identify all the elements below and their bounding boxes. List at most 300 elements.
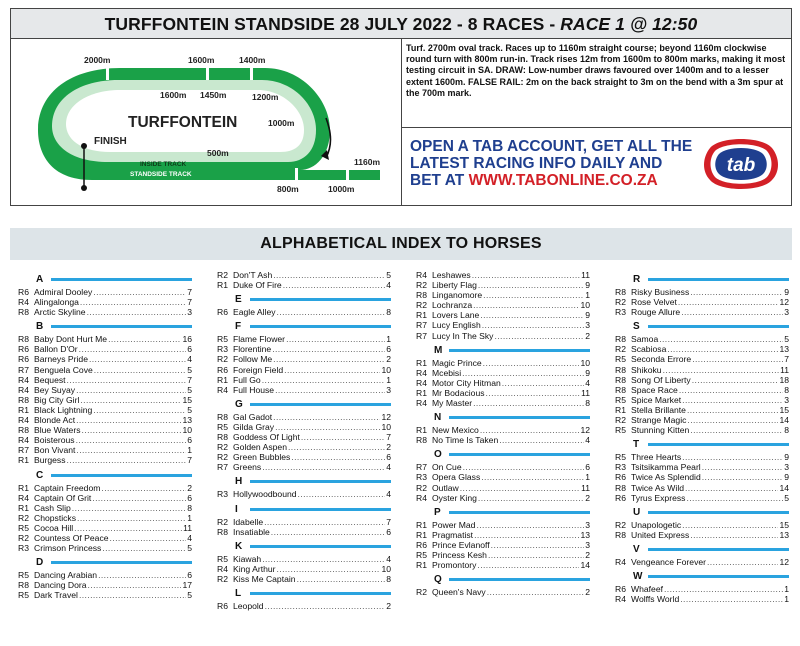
horse-name: Shikoku [631, 364, 662, 375]
letter-header [217, 398, 391, 412]
letter-header [217, 293, 391, 307]
horse-number: 3 [585, 539, 590, 550]
horse-entry [615, 493, 789, 503]
horse-entry [416, 425, 590, 435]
horse-number: 13 [779, 344, 789, 355]
horse-entry [217, 489, 391, 499]
dot-leader [102, 543, 186, 553]
race-number: R4 [416, 270, 427, 280]
race-number: R7 [217, 462, 228, 473]
horse-name: Spice Market [631, 394, 682, 405]
letter-label: P [434, 506, 441, 518]
label-1450m: 1450m [200, 90, 227, 100]
horse-entry [18, 570, 192, 580]
dot-leader [681, 307, 783, 317]
dot-leader [477, 560, 579, 570]
index-column-4 [615, 270, 789, 604]
horse-number: 3 [784, 462, 789, 473]
horse-number: 8 [585, 398, 590, 409]
letter-header [615, 438, 789, 452]
horse-entry [615, 557, 789, 567]
horse-number: 1 [784, 583, 789, 594]
dot-leader [483, 290, 584, 300]
horse-entry [416, 520, 590, 530]
letter-label: D [36, 557, 44, 569]
horse-entry [18, 297, 192, 307]
dot-leader [67, 455, 187, 465]
dot-leader [262, 554, 385, 564]
horse-number: 7 [386, 432, 391, 443]
label-500m: 500m [207, 148, 229, 158]
horse-number: 7 [187, 297, 192, 308]
horse-name: My Master [432, 398, 473, 409]
horse-number: 5 [187, 543, 192, 554]
letter-divider-bar [250, 480, 391, 483]
letter-divider-bar [250, 298, 391, 301]
race-number: R8 [18, 580, 29, 591]
letter-divider-bar [51, 474, 192, 477]
race-number: R2 [217, 442, 228, 453]
horse-name: Blue Waters [34, 425, 81, 436]
horse-name: Opera Glass [432, 472, 481, 483]
race-number: R8 [217, 526, 228, 537]
marker-1400m-top [250, 66, 253, 80]
letter-label: E [235, 294, 242, 306]
dot-leader [262, 462, 385, 472]
race-number: R7 [416, 462, 427, 473]
horse-number: 17 [182, 580, 192, 591]
horse-name: Golden Aspen [233, 442, 287, 453]
horse-entry [615, 344, 789, 354]
finish-post-bottom [81, 185, 87, 191]
horse-number: 8 [784, 384, 789, 395]
horse-entry [217, 307, 391, 317]
letter-header [217, 475, 391, 489]
horse-number: 1 [784, 594, 789, 605]
horse-entry [217, 270, 391, 280]
dot-leader [476, 520, 584, 530]
horse-entry [416, 550, 590, 560]
letter-divider-bar [51, 561, 192, 564]
letter-divider-bar [648, 548, 789, 551]
horse-number: 4 [386, 280, 391, 291]
race-number: R5 [615, 354, 626, 365]
horse-entry [615, 584, 789, 594]
race-number: R6 [217, 600, 228, 611]
horse-number: 3 [784, 307, 789, 318]
horse-name: Wolffs World [631, 594, 680, 605]
dot-leader [297, 574, 386, 584]
horse-number: 3 [585, 519, 590, 530]
race-number: R8 [615, 364, 626, 375]
race-number: R4 [18, 492, 29, 503]
horse-name: Leopold [233, 600, 264, 611]
horse-number: 3 [784, 394, 789, 405]
horse-name: Boisterous [34, 435, 75, 446]
horse-name: Bon Vivant [34, 445, 76, 456]
dot-leader [462, 368, 584, 378]
horse-entry [18, 580, 192, 590]
label-2000m: 2000m [84, 55, 111, 65]
horse-number: 4 [585, 377, 590, 388]
horse-number: 9 [585, 280, 590, 291]
dot-leader [80, 297, 186, 307]
horse-name: Lochranza [432, 300, 473, 311]
horse-name: No Time Is Taken [432, 435, 499, 446]
horse-number: 6 [386, 526, 391, 537]
horse-number: 9 [784, 287, 789, 297]
horse-entry [615, 530, 789, 540]
horse-name: Vengeance Forever [631, 556, 707, 567]
letter-header [217, 540, 391, 554]
promo-url[interactable]: WWW.TABONLINE.CO.ZA [468, 172, 658, 189]
dot-leader [692, 354, 783, 364]
race-number: R1 [18, 502, 29, 513]
horse-entry [217, 365, 391, 375]
race-number: R3 [615, 307, 626, 318]
race-number: R8 [615, 287, 626, 297]
horse-entry [416, 540, 590, 550]
horse-entry [18, 590, 192, 600]
race-number: R2 [416, 587, 427, 598]
race-number: R8 [18, 334, 29, 345]
horse-number: 10 [381, 421, 391, 432]
race-number: R6 [18, 344, 29, 355]
horse-name: Bey Suyay [34, 384, 76, 395]
race-number: R2 [615, 344, 626, 355]
horse-number: 11 [780, 364, 789, 375]
horse-entry [615, 425, 789, 435]
race-title [11, 9, 791, 39]
marker-1600m-top [206, 66, 209, 80]
race-number: R8 [416, 290, 427, 301]
race-number: R6 [18, 287, 29, 297]
horse-number: 6 [187, 344, 192, 355]
horse-entry [416, 530, 590, 540]
letter-divider-bar [449, 416, 590, 419]
horse-entry [18, 287, 192, 297]
tab-promo [410, 138, 700, 189]
horse-number: 13 [779, 529, 789, 540]
horse-name: Princess Kesh [432, 549, 487, 560]
label-1600m-inner: 1600m [160, 90, 187, 100]
dot-leader [67, 375, 187, 385]
horse-entry [217, 517, 391, 527]
horse-entry [18, 445, 192, 455]
horse-number: 7 [386, 516, 391, 527]
dot-leader [692, 375, 779, 385]
horse-number: 14 [580, 560, 590, 571]
horse-entry [615, 385, 789, 395]
horse-number: 7 [187, 455, 192, 466]
dot-leader [87, 307, 187, 317]
horse-name: Greens [233, 462, 262, 473]
horse-entry [615, 472, 789, 482]
horse-number: 6 [187, 492, 192, 503]
dot-leader [298, 489, 386, 499]
promo-line-3 [410, 172, 700, 189]
letter-header [416, 506, 590, 520]
horse-number: 2 [585, 587, 590, 598]
race-number: R2 [217, 270, 228, 280]
horse-entry [416, 331, 590, 341]
race-number: R7 [416, 320, 427, 331]
dot-leader [486, 388, 581, 398]
horse-entry [217, 574, 391, 584]
horse-entry [18, 354, 192, 364]
letter-header [615, 273, 789, 287]
dot-leader [110, 533, 187, 543]
marker-1000m-bottom [346, 168, 349, 181]
race-number: R8 [18, 394, 29, 405]
race-number: R6 [217, 364, 228, 375]
horse-name: Space Race [631, 384, 678, 395]
race-number: R3 [217, 489, 228, 500]
dot-leader [262, 375, 386, 385]
race-number: R7 [18, 364, 29, 375]
letter-header [416, 448, 590, 462]
horse-number: 4 [585, 435, 590, 446]
horse-name: Liberty Flag [432, 280, 477, 291]
race-number: R5 [416, 549, 427, 560]
race-number: R3 [18, 543, 29, 554]
horse-name: Dancing Arabian [34, 570, 98, 581]
horse-name: Baby Dont Hurt Me [34, 334, 108, 345]
dot-leader [460, 483, 580, 493]
horse-entry [18, 543, 192, 553]
horse-name: Captain Freedom [34, 482, 101, 493]
race-number: R7 [18, 445, 29, 456]
dot-leader [79, 344, 187, 354]
horse-number: 5 [187, 364, 192, 375]
dot-leader [664, 584, 783, 594]
horse-entry [18, 513, 192, 523]
horse-entry [18, 344, 192, 354]
race-number: R8 [416, 435, 427, 446]
letter-header [615, 543, 789, 557]
race-number: R7 [416, 330, 427, 341]
horse-name: Tyrus Express [631, 492, 686, 503]
race-number: R8 [615, 529, 626, 540]
horse-name: Foreign Field [233, 364, 284, 375]
track-name: TURFFONTEIN [128, 114, 238, 131]
horse-entry [615, 354, 789, 364]
horse-number: 15 [182, 394, 192, 405]
race-number: R5 [18, 570, 29, 581]
horse-number: 8 [386, 573, 391, 584]
letter-header [217, 587, 391, 601]
horse-number: 6 [585, 462, 590, 473]
horse-entry [416, 378, 590, 388]
race-number: R6 [615, 583, 626, 594]
horse-entry [217, 554, 391, 564]
letter-divider-bar [449, 453, 590, 456]
horse-number: 18 [779, 374, 789, 385]
horse-name: Song Of Liberty [631, 374, 691, 385]
promo-line-3-pre: BET AT [410, 172, 469, 189]
horse-entry [18, 307, 192, 317]
horse-name: Don'T Ash [233, 270, 273, 280]
horse-entry [217, 422, 391, 432]
horse-name: On Cue [432, 462, 462, 473]
horse-entry [615, 462, 789, 472]
index-column-1 [18, 270, 192, 600]
horse-number: 10 [381, 563, 391, 574]
horse-entry [18, 435, 192, 445]
horse-number: 8 [386, 307, 391, 318]
dot-leader [685, 483, 778, 493]
index-title: ALPHABETICAL INDEX TO HORSES [10, 228, 792, 260]
inside-track-label: INSIDE TRACK [140, 161, 187, 168]
label-1200m: 1200m [252, 92, 279, 102]
horse-entry [615, 520, 789, 530]
horse-name: Ballon D'Or [34, 344, 78, 355]
horse-name: Twice As Splendid [631, 472, 701, 483]
letter-header [615, 320, 789, 334]
horse-name: Kiss Me Captain [233, 573, 296, 584]
dot-leader [499, 435, 584, 445]
letter-divider-bar [449, 349, 590, 352]
race-number: R8 [615, 334, 626, 345]
horse-entry [416, 388, 590, 398]
race-title-main: TURFFONTEIN STANDSIDE 28 JULY 2022 - 8 RACES - [104, 14, 561, 34]
horse-entry [615, 415, 789, 425]
horse-number: 8 [187, 502, 192, 513]
horse-name: Florentine [233, 344, 272, 355]
horse-number: 12 [381, 411, 391, 422]
horse-number: 6 [187, 435, 192, 446]
race-number: R4 [416, 492, 427, 503]
horse-number: 1 [187, 512, 192, 523]
race-number: R2 [217, 354, 228, 365]
horse-number: 5 [784, 334, 789, 345]
race-number: R2 [217, 452, 228, 463]
letter-label: N [434, 412, 442, 424]
letter-label: S [633, 321, 640, 333]
letter-label: A [36, 274, 44, 285]
horse-entry [18, 523, 192, 533]
dot-leader [108, 334, 181, 344]
horse-name: Stunning Kitten [631, 425, 690, 436]
race-number: R8 [217, 432, 228, 443]
horse-name: Dancing Dora [34, 580, 87, 591]
race-number: R1 [416, 310, 427, 321]
horse-number: 1 [386, 334, 391, 345]
horse-entry [416, 270, 590, 280]
horse-number: 11 [581, 482, 590, 493]
horse-name: Admiral Dooley [34, 287, 93, 297]
race-number: R2 [217, 516, 228, 527]
race-number: R4 [416, 398, 427, 409]
tab-logo-text: tab [726, 155, 756, 176]
horse-name: Pragmatist [432, 529, 474, 540]
dot-leader [88, 580, 182, 590]
horse-entry [615, 405, 789, 415]
horse-entry [18, 493, 192, 503]
dot-leader [682, 520, 778, 530]
horse-entry [416, 560, 590, 570]
dot-leader [272, 344, 385, 354]
marker-800m [295, 168, 298, 181]
dot-leader [98, 570, 186, 580]
letter-header [615, 570, 789, 584]
horse-number: 6 [386, 452, 391, 463]
dot-leader [101, 483, 186, 493]
dot-leader [487, 587, 585, 597]
horse-entry [18, 533, 192, 543]
race-number: R1 [416, 529, 427, 540]
race-number: R4 [416, 367, 427, 378]
horse-number: 1 [585, 290, 590, 301]
dot-leader [702, 472, 783, 482]
horse-number: 9 [585, 310, 590, 321]
horse-name: Kiawah [233, 553, 262, 564]
horse-name: Follow Me [233, 354, 273, 365]
horse-number: 5 [386, 270, 391, 280]
horse-number: 11 [581, 270, 590, 280]
letter-label: O [434, 449, 442, 461]
letter-label: K [235, 540, 243, 552]
horse-entry [217, 334, 391, 344]
letter-divider-bar [648, 511, 789, 514]
dot-leader [659, 334, 783, 344]
horse-number: 11 [183, 522, 192, 533]
horse-entry [18, 503, 192, 513]
horse-number: 2 [386, 354, 391, 365]
letter-header [18, 469, 192, 483]
dot-leader [478, 493, 584, 503]
horse-number: 5 [187, 384, 192, 395]
horse-entry [217, 344, 391, 354]
horse-name: Stella Brillante [631, 404, 686, 415]
horse-entry [217, 564, 391, 574]
horse-entry [615, 594, 789, 604]
letter-divider-bar [449, 578, 590, 581]
race-number: R8 [217, 411, 228, 422]
dot-leader [472, 270, 580, 280]
horse-number: 10 [580, 357, 590, 368]
dot-leader [687, 415, 778, 425]
race-number: R1 [416, 357, 427, 368]
horse-name: Rose Velvet [631, 297, 677, 308]
horse-number: 15 [779, 404, 789, 415]
race-number: R5 [217, 553, 228, 564]
promo-line-1: OPEN A TAB ACCOUNT, GET ALL THE [410, 138, 693, 155]
horse-entry [217, 412, 391, 422]
dot-leader [488, 550, 584, 560]
horse-entry [18, 395, 192, 405]
horse-number: 10 [580, 300, 590, 311]
race-number: R2 [615, 415, 626, 426]
race-number: R3 [615, 462, 626, 473]
race-number: R1 [416, 519, 427, 530]
horse-name: Countess Of Peace [34, 532, 109, 543]
dot-leader [474, 530, 579, 540]
horse-name: Samoa [631, 334, 659, 345]
horse-number: 4 [386, 462, 391, 473]
horse-number: 3 [187, 307, 192, 318]
horse-name: Promontory [432, 560, 477, 571]
horse-name: Queen's Navy [432, 587, 486, 598]
race-number: R2 [217, 573, 228, 584]
dot-leader [273, 354, 385, 364]
letter-label: L [235, 587, 242, 599]
race-number: R5 [615, 452, 626, 463]
letter-divider-bar [648, 575, 789, 578]
horse-entry [217, 527, 391, 537]
letter-header [416, 411, 590, 425]
horse-entry [615, 307, 789, 317]
